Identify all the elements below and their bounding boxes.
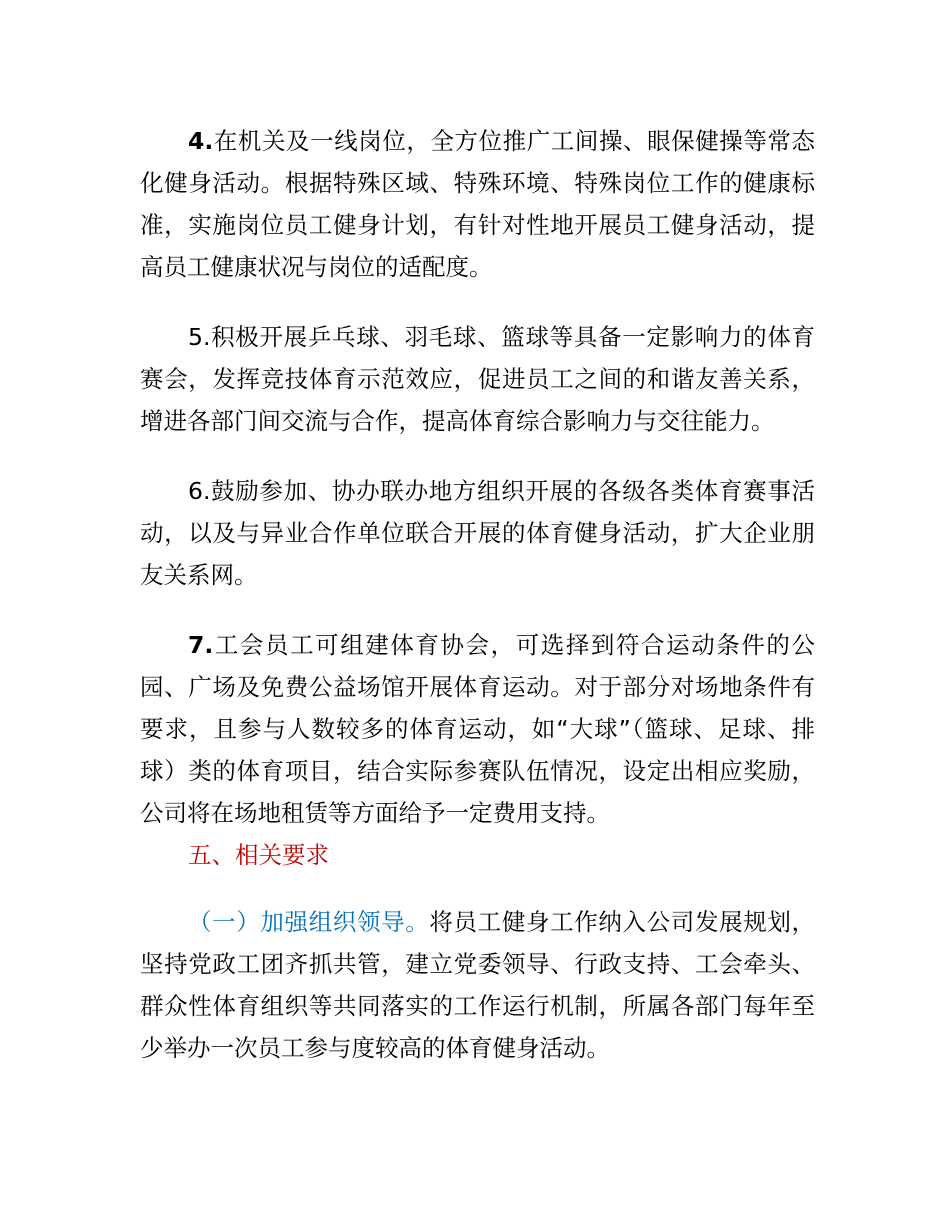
paragraph-6-text: 6.鼓励参加、协办联办地方组织开展的各级各类体育赛事活动，以及与异业合作单位联合开展的体育健身活动，扩大企业朋友关系网。 xyxy=(140,477,815,589)
section-heading-text: 五、相关要求 xyxy=(188,841,329,869)
paragraph-7-number: 7. xyxy=(188,631,214,659)
paragraph-4 xyxy=(140,120,815,288)
paragraph-7-text: 工会员工可组建体育协会，可选择到符合运动条件的公园、广场及免费公益场馆开展体育运动。对于部分对场地条件有要求，且参与人数较多的体育运动，如“大球”（篮球、足球、排球）类的体育项目，结合实际参赛队伍情况，设定出相应奖励，公司将在场地租赁等方面给予一定费用支持。 xyxy=(140,631,815,827)
paragraph-5 xyxy=(140,316,815,442)
paragraph-4-number: 4. xyxy=(188,127,214,155)
section-heading xyxy=(140,834,815,876)
paragraph-6 xyxy=(140,470,815,596)
document-body xyxy=(140,120,815,1069)
paragraph-4-text: 在机关及一线岗位，全方位推广工间操、眼保健操等常态化健身活动。根据特殊区域、特殊环境、特殊岗位工作的健康标准，实施岗位员工健身计划，有针对性地开展员工健身活动，提高员工健康状况与岗位的适配度。 xyxy=(140,127,815,281)
paragraph-5-text: 5.积极开展乒乓球、羽毛球、篮球等具备一定影响力的体育赛会，发挥竞技体育示范效应，促进员工之间的和谐友善关系，增进各部门间交流与合作，提高体育综合影响力与交往能力。 xyxy=(140,323,815,435)
paragraph-7 xyxy=(140,624,815,834)
section-item-1-text: 将员工健身工作纳入公司发展规划，坚持党政工团齐抓共管，建立党委领导、行政支持、工会牵头、群众性体育组织等共同落实的工作运行机制，所属各部门每年至少举办一次员工参与度较高的体育健身活动。 xyxy=(140,908,816,1062)
section-item-1-subheading: （一）加强组织领导。 xyxy=(188,908,430,936)
section-item-1 xyxy=(140,901,815,1069)
